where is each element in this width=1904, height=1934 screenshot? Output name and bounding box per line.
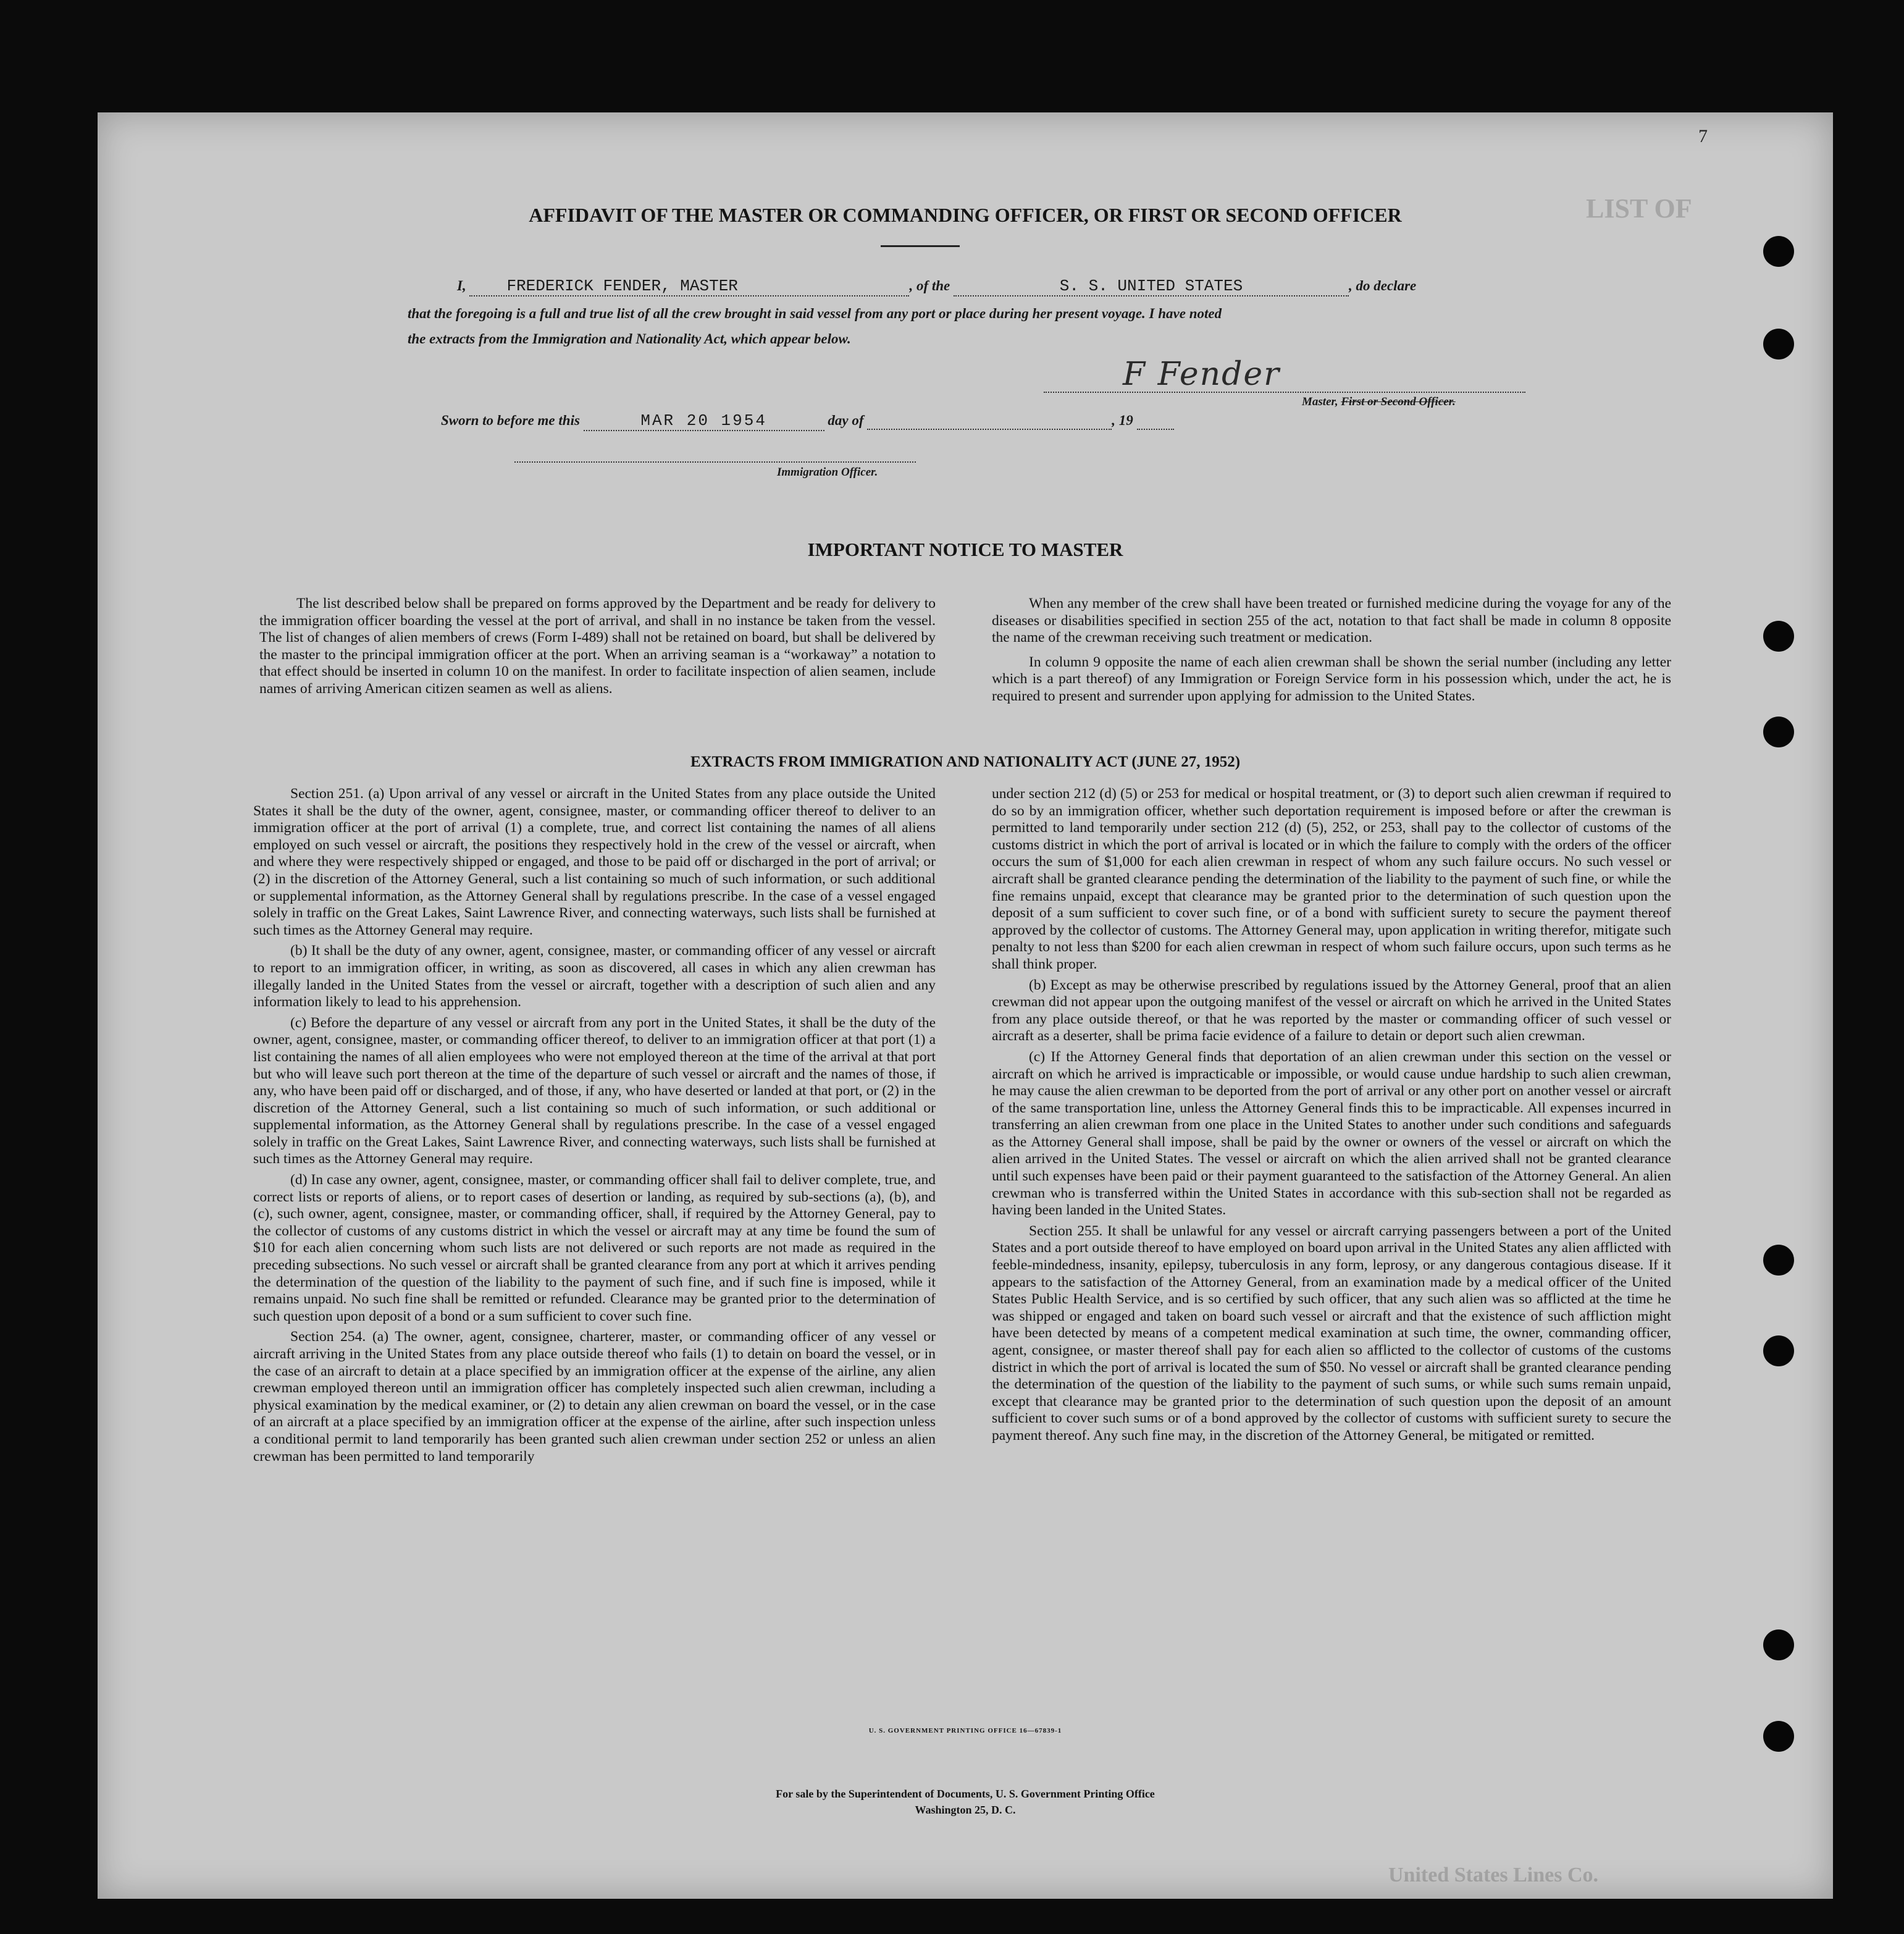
struck-officer-label: First or Second Officer. [1341, 395, 1456, 408]
binder-hole [1763, 329, 1794, 359]
extracts-paragraph: (b) Except as may be otherwise prescribed by regulations issued by the Attorney General, proof that an alien crewman did not appear upon the outgoing manifest of the vessel or aircraft on which he arrived in the United States from any place outside thereof, or that he was reported by the master or commanding officer of such vessel or aircraft as a deserter, shall be prima facie evidence of a failure to detain or deport such alien crewman. [992, 977, 1671, 1045]
vessel-name-field: S. S. UNITED STATES [954, 277, 1349, 296]
year-field [1137, 413, 1174, 430]
extracts-left-column [253, 786, 936, 1469]
extracts-paragraph: (c) Before the departure of any vessel or aircraft from any port in the United States, it shall be the duty of the owner, agent, consignee, master, or commanding officer thereof, to deliver to an immigration officer at that port (1) a list containing the names of all alien employees who were not employed thereon at the time of the arrival at that port but who will leave such port thereon at the time of the departure of such vessel or aircraft and the names of those, if any, who have been paid off or discharged, and of those, if any, who have deserted or landed at that port, or (2) in the discretion of the Attorney General, such a list containing so much of such information, or such additional or supplemental information, as the Attorney General shall by regulations prescribe. In the case of a vessel engaged solely in traffic on the Great Lakes, Saint Lawrence River, and connecting waterways, such lists shall be furnished at such times as the Attorney General may require. [253, 1014, 936, 1167]
master-label: Master, [1302, 395, 1338, 408]
extracts-paragraph: (b) It shall be the duty of any owner, agent, consignee, master, or commanding officer of any vessel or aircraft to report to an immigration officer, in writing, as soon as discovered, all cases in which any alien crewman has illegally landed in the United States from the vessel or aircraft, together with a description of such alien and any information likely to lead to his apprehension. [253, 943, 936, 1011]
extracts-right-column [992, 786, 1671, 1448]
binder-hole [1763, 236, 1794, 267]
i-label: I, [457, 278, 466, 293]
printing-office-line: U. S. GOVERNMENT PRINTING OFFICE 16—67839-1 [868, 1727, 1062, 1734]
affidavit-heading: AFFIDAVIT OF THE MASTER OR COMMANDING OFFICER, OR FIRST OR SECOND OFFICER [529, 204, 1402, 226]
binder-hole [1763, 1245, 1794, 1276]
of-the-label: , of the [909, 278, 950, 293]
notice-heading: IMPORTANT NOTICE TO MASTER [807, 539, 1123, 560]
bleed-through-bottom: United States Lines Co. [1388, 1864, 1599, 1886]
declaration-line-1: that the foregoing is a full and true list of all the crew brought in said vessel from any port or place during her present voyage. I have noted [408, 306, 1222, 321]
extracts-paragraph: (c) If the Attorney General finds that deportation of an alien crewman under this section on the vessel or aircraft on which he arrived is impracticable or impossible, or would cause undue hardship to such alien crewman, he may cause the alien crewman to be deported from the port of arrival or any other port on another vessel or aircraft of the same transportation line, unless the Attorney General finds this to be impracticable. All expenses incurred in transferring an alien crewman from one place in the United States to another under such conditions and safeguards as the Attorney General shall impose, shall be paid by the owner or owners of the vessel or aircraft on which the alien arrived in the United States. The vessel or aircraft on which the alien arrived shall not be granted clearance until such expenses have been paid or their payment guaranteed to the satisfaction of the Attorney General. An alien crewman who is transferred within the United States in accordance with this sub-section shall not be regarded as having been landed in the United States. [992, 1048, 1671, 1219]
extracts-paragraph: Section 251. (a) Upon arrival of any vessel or aircraft in the United States from any place outside the United States it shall be the duty of the owner, agent, consignee, master, or commanding officer thereof to deliver to an immigration officer at the port of arrival (1) a complete, true, and correct list containing the names of all aliens employed on such vessel or aircraft, the positions they respectively hold in the crew of the vessel or aircraft, when and where they were respectively shipped or engaged, and those to be paid off or discharged in the port of arrival; or (2) in the discretion of the Attorney General, such a list containing so much of such information, or such additional or supplemental information, as the Attorney General shall by regulations prescribe. In the case of a vessel engaged solely in traffic on the Great Lakes, Saint Lawrence River, and connecting waterways, such lists shall be furnished at such times as the Attorney General may require. [253, 786, 936, 938]
day-of-label: day of [828, 413, 864, 428]
immigration-officer-label: Immigration Officer. [777, 466, 878, 479]
notice-paragraph: The list described below shall be prepared on forms approved by the Department and be ready for delivery to the immigration officer boarding the vessel at the port of arrival, and shall in no instance be taken from the vessel. The list of changes of alien members of crews (Form I-489) shall not be retained on board, but shall be delivered by the master to the principal immigration officer at the port. When an arriving seaman is a “workaway” a notation to that effect should be inserted in column 10 on the manifest. In order to facilitate inspection of alien seamen, include names of arriving American citizen seamen as well as aliens. [259, 595, 936, 697]
binder-hole [1763, 1721, 1794, 1752]
do-declare-label: , do declare [1349, 278, 1417, 293]
master-title-caption [1302, 395, 1456, 409]
extracts-paragraph: under section 212 (d) (5) or 253 for medical or hospital treatment, or (3) to deport such alien crewman if required to do so by an immigration officer, whether such deportation requirement is imposed before or after the crewman is permitted to land temporarily under section 212 (d) (5), 252, or 253, shall pay to the collector of customs of the customs district in which the port of arrival is located or in which the failure to comply with the orders of the officer occurs the sum of $1,000 for each alien crewman in respect of whom any such failure occurs. No such vessel or aircraft shall be granted clearance pending the determination of the liability to the payment of such fine, or while the fine remains unpaid, except that clearance may be granted prior to the determination of such question upon the deposit of a sum sufficient to cover such fine, or of a bond with sufficient surety to secure the payment thereof approved by the collector of customs. The Attorney General may, upon application in writing therefor, mitigate such penalty to not less than $200 for each alien crewman in respect of whom such failure occurs, upon such terms as he shall think proper. [992, 786, 1671, 972]
heading-divider [881, 245, 960, 247]
binder-hole [1763, 621, 1794, 652]
page-number: 7 [1698, 126, 1708, 146]
notice-right-column [992, 595, 1671, 709]
for-sale-line-2: Washington 25, D. C. [915, 1804, 1016, 1816]
master-signature: F Fender [1123, 356, 1281, 393]
declaration-line-2: the extracts from the Immigration and Nationality Act, which appear below. [408, 331, 851, 347]
sworn-line [441, 411, 1174, 431]
extracts-paragraph: Section 255. It shall be unlawful for any vessel or aircraft carrying passengers between a port of the United States and a port outside thereof to have employed on board upon arrival in the United States any alien afflicted with feeble-mindedness, insanity, epilepsy, tuberculosis in any form, leprosy, or any dangerous contagious disease. If it appears to the satisfaction of the Attorney General, from an examination made by a medical officer of the United States Public Health Service, and is so certified by such officer, that any such alien was so afflicted at the time he was shipped or engaged and taken on board such vessel or aircraft and that the existence of such affliction might have been detected by means of a competent medical examination at such time, the owner, commanding officer, agent, consignee, or master thereof shall pay for each alien so afflicted to the collector of customs of the customs district in which the port of arrival is located the sum of $50. No vessel or aircraft shall be granted clearance pending the determination of the question of the liability to the payment of such sums, or while such sums remain unpaid, except that clearance may be granted prior to the determination of such question upon the deposit of an amount sufficient to cover such sums or of a bond approved by the collector of customs with sufficient surety to secure the payment thereof. Any such fine may, in the discretion of the Attorney General, be mitigated or remitted. [992, 1222, 1671, 1444]
sworn-label: Sworn to before me this [441, 413, 580, 428]
sworn-date-field: MAR 20 1954 [584, 411, 824, 431]
notice-paragraph: When any member of the crew shall have been treated or furnished medicine during the voyage for any of the diseases or disabilities specified in section 255 of the act, notation to that fact shall be made in column 8 opposite the name of the crewman receiving such treatment or medication. [992, 595, 1671, 646]
bleed-through-top-right: LIST OF [1586, 193, 1692, 224]
notice-paragraph: In column 9 opposite the name of each alien crewman shall be shown the serial number (including any letter which is a part thereof) of any Immigration or Foreign Service form in his possession which, under the act, he is required to present and surrender upon applying for admission to the United States. [992, 654, 1671, 704]
binder-hole [1763, 717, 1794, 747]
binder-hole [1763, 1335, 1794, 1366]
for-sale-line-1: For sale by the Superintendent of Documents, U. S. Government Printing Office [776, 1788, 1155, 1800]
immigration-officer-line [514, 461, 916, 463]
signature-line [1044, 392, 1525, 393]
master-name-field: FREDERICK FENDER, MASTER [469, 277, 909, 296]
month-field [867, 413, 1112, 430]
document-page [98, 112, 1833, 1899]
year-label: , 19 [1112, 413, 1133, 428]
affidavit-declare-line [457, 277, 1416, 296]
binder-hole [1763, 1629, 1794, 1660]
extracts-heading: EXTRACTS FROM IMMIGRATION AND NATIONALITY ACT (JUNE 27, 1952) [690, 754, 1241, 770]
extracts-paragraph: (d) In case any owner, agent, consignee, master, or commanding officer shall fail to deliver complete, true, and correct lists or reports of aliens, or to report cases of desertion or landing, as required by sub-sections (a), (b), and (c), such owner, agent, consignee, master, or commanding officer, shall, if required by the Attorney General, pay to the collector of customs of any customs district in which the vessel or aircraft may at any time be found the sum of $10 for each alien concerning whom such lists are not delivered or such reports are not made as required in the preceding subsections. No such vessel or aircraft shall be granted clearance from any port at which it arrives pending the determination of the question of the liability to the payment of such fine, and if such fine is imposed, while it remains unpaid. No such fine shall be remitted or refunded. Clearance may be granted prior to the determination of such question upon deposit of a bond or a sum sufficient to cover such fine. [253, 1172, 936, 1324]
notice-left-column [259, 595, 936, 702]
extracts-paragraph: Section 254. (a) The owner, agent, consignee, charterer, master, or commanding officer of any vessel or aircraft arriving in the United States from any place outside thereof who fails (1) to detain on board the vessel, or in the case of an aircraft to detain at a place specified by an immigration officer at the expense of the airline, any alien crewman employed thereon until an immigration officer has completely inspected such alien crewman, including a physical examination by the medical examiner, or (2) to detain any alien crewman on board the vessel, or in the case of an aircraft at a place specified by an immigration officer at the expense of the airline, after such inspection unless a conditional permit to land temporarily has been granted such alien crewman under section 252 or unless an alien crewman has been permitted to land temporarily [253, 1329, 936, 1465]
